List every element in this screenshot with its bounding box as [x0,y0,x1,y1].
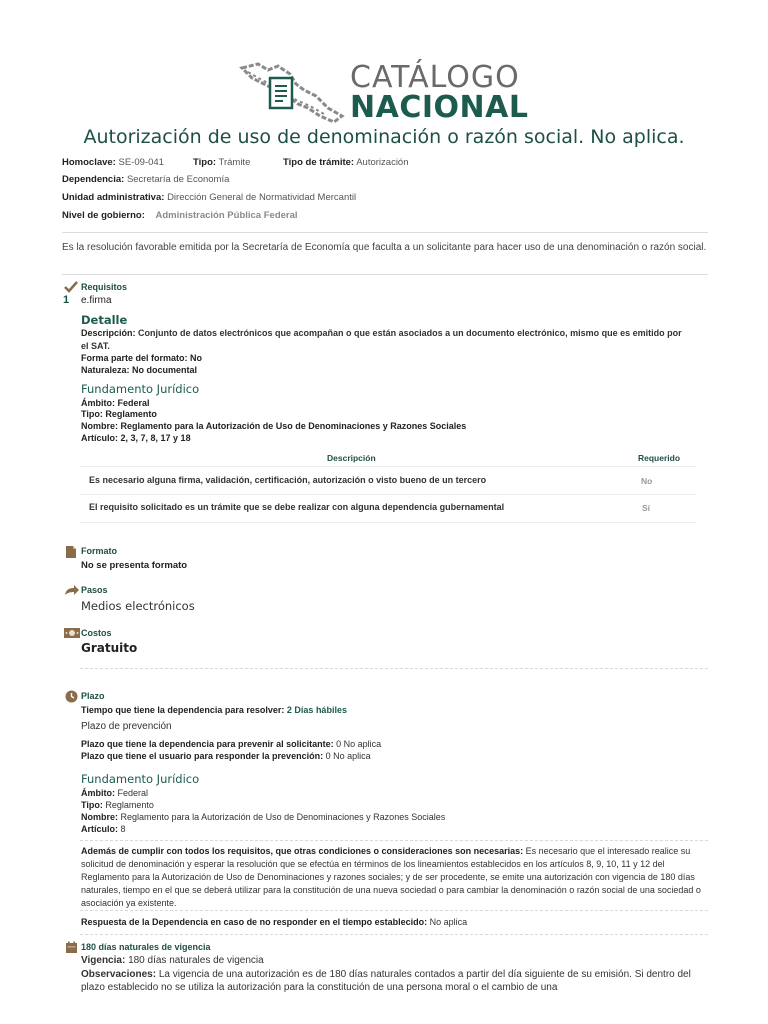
detalle-heading: Detalle [81,313,128,327]
naturaleza-label: Naturaleza: [81,365,130,375]
table-row-1-descripcion: Es necesario alguna firma, validación, certificación, autorización o visto bueno de un tercero [89,475,487,485]
dependencia-value: Secretaría de Economía [126,174,230,185]
forma-parte-row [81,352,202,364]
divider [62,274,708,275]
plazo-responder-row [81,750,371,762]
table-header-requerido: Requerido [638,453,681,463]
table-divider [80,466,696,467]
table-row-1-requerido: No [641,476,653,486]
unidad-row [62,192,356,203]
table-header-descripcion: Descripción [327,453,376,463]
plazo-tipo-label: Tipo: [81,800,103,810]
detalle-descripcion [81,327,691,353]
plazo-articulo-row [81,823,126,835]
divider [62,232,708,233]
pasos-value: Medios electrónicos [81,599,195,613]
forma-label: Forma parte del formato: [81,353,188,363]
vigencia-value: 180 días naturales de vigencia [128,955,264,966]
respuesta-row [81,916,467,928]
clock-icon [65,690,78,703]
page-title: Autorización de uso de denominación o razón social. No aplica. [83,126,685,148]
logo-line-catalogo: CATÁLOGO [350,60,520,95]
homoclave-label: Homoclave: [62,157,116,168]
prevenir-value: 0 No aplica [336,739,382,749]
responder-value: 0 No aplica [325,751,371,761]
nivel-row [62,210,298,221]
prevencion-heading: Plazo de prevención [81,721,172,732]
nivel-value: Administración Pública Federal [155,210,298,221]
vigencia-key: Vigencia: [81,955,126,966]
logo-line-nacional: NACIONAL [350,90,529,125]
naturaleza-row [81,364,197,376]
ambito-label: Ámbito: [81,398,115,408]
divider [80,934,708,935]
tipo-tramite-value: Autorización [356,157,409,168]
unidad-label: Unidad administrativa: [62,192,165,203]
condiciones-label: Además de cumplir con todos los requisitos, que otras condiciones o consideraciones son necesarias: [81,846,524,856]
mexico-map-document-icon [238,60,348,124]
plazo-resolver-row [81,704,347,716]
plazo-nombre-value: Reglamento para la Autorización de Uso de Denominaciones y Razones Sociales [120,812,446,822]
dependencia-label: Dependencia: [62,174,125,185]
articulo-value: 2, 3, 7, 8, 17 y 18 [120,433,191,443]
naturaleza-value: No documental [132,365,198,375]
divider [80,910,708,911]
catalogo-nacional-logo [238,58,538,128]
tipo-norma-label: Tipo: [81,409,103,419]
vigencia-row [81,955,264,966]
responder-label: Plazo que tiene el usuario para responder la prevención: [81,751,324,761]
requisito-number: 1 [63,294,70,306]
tramite-description: Es la resolución favorable emitida por la Secretaría de Economía que faculta a un solicitante para hacer uso de una denominación o razón social. [62,242,707,253]
plazo-articulo-label: Artículo: [81,824,118,834]
plazo-ambito-row [81,787,148,799]
tipo-tramite-label: Tipo de trámite: [283,157,355,168]
vigencia-label: 180 días naturales de vigencia [81,942,211,952]
condiciones-value: Es necesario que el interesado realice su solicitud de denominación y esperar la resolución que se efectúa en términos de los lineamientos establecidos en los artículos 8, 9, 10, 11 y 12 del Reglamento para la Autorización de Uso de Denominaciones y razones sociales; y de ser procedente, se emite una autorización con vigencia de 180 días naturales, tiempo en el que se deberá utilizar para la constitución de una nueva sociedad o para cambiar la denominación o razón social de una sociedad o asociación ya existente. [81,846,701,908]
resolver-value: 2 Días hábiles [286,705,347,715]
resolver-label: Tiempo que tiene la dependencia para resolver: [81,705,285,715]
tipo-row [193,157,250,168]
tipo-tramite-row [283,157,409,168]
plazo-articulo-value: 8 [120,824,126,834]
pasos-label: Pasos [81,585,108,595]
articulo-label: Artículo: [81,433,118,443]
unidad-value: Dirección General de Normatividad Mercantil [167,192,357,203]
costos-label: Costos [81,628,112,638]
tipo-value: Trámite [218,157,251,168]
table-divider [80,522,696,523]
plazo-ambito-value: Federal [117,788,149,798]
homoclave-value: SE-09-041 [118,157,164,168]
articulo-row [81,432,191,444]
table-row-2-requerido: Sí [642,503,651,513]
divider [80,668,708,669]
observaciones-paragraph [81,968,707,994]
formato-value: No se presenta formato [81,560,188,571]
requisito-name: e.firma [81,295,112,306]
plazo-tipo-row [81,799,154,811]
formato-label: Formato [81,546,117,556]
costos-value: Gratuito [81,641,138,655]
plazo-fundamento-heading: Fundamento Jurídico [81,772,200,786]
table-divider [80,494,696,495]
observaciones-label: Observaciones: [81,969,157,980]
plazo-nombre-label: Nombre: [81,812,119,822]
tipo-norma-row [81,408,157,420]
ambito-value: Federal [117,398,150,408]
fundamento-heading: Fundamento Jurídico [81,382,200,396]
requisitos-label: Requisitos [81,282,128,292]
plazo-label: Plazo [81,691,105,701]
dependencia-row [62,174,229,185]
homoclave-row [62,157,164,168]
forma-value: No [190,353,203,363]
divider [80,840,708,841]
observaciones-value: La vigencia de una autorización es de 180 días naturales contados a partir del día siguiente de su emisión. Si dentro del plazo establecido no se utiliza la autorización para la constitución de una persona moral o el cambio de una [81,969,691,993]
nombre-label: Nombre: [81,421,119,431]
tipo-label: Tipo: [193,157,217,168]
calendar-icon [65,941,78,954]
money-bill-icon [63,627,81,639]
descripcion-label: Descripción: [81,328,136,338]
respuesta-label: Respuesta de la Dependencia en caso de no responder en el tiempo establecido: [81,917,428,927]
condiciones-paragraph [81,845,707,910]
document-icon [65,545,77,559]
prevenir-label: Plazo que tiene la dependencia para prevenir al solicitante: [81,739,334,749]
nivel-label: Nivel de gobierno: [62,210,145,221]
table-row-2-descripcion: El requisito solicitado es un trámite que se debe realizar con alguna dependencia gubernamental [89,502,505,512]
nombre-row [81,420,466,432]
checkmark-icon [64,281,78,293]
plazo-prevenir-row [81,738,381,750]
forward-arrow-icon [64,584,80,596]
plazo-tipo-value: Reglamento [105,800,154,810]
tipo-norma-value: Reglamento [105,409,157,419]
plazo-ambito-label: Ámbito: [81,788,115,798]
plazo-nombre-row [81,811,445,823]
respuesta-value: No aplica [429,917,468,927]
descripcion-value: Conjunto de datos electrónicos que acompañan o que están asociados a un documento electrónico, mismo que es emitido por el SAT. [81,328,682,351]
nombre-value: Reglamento para la Autorización de Uso de Denominaciones y Razones Sociales [120,421,467,431]
